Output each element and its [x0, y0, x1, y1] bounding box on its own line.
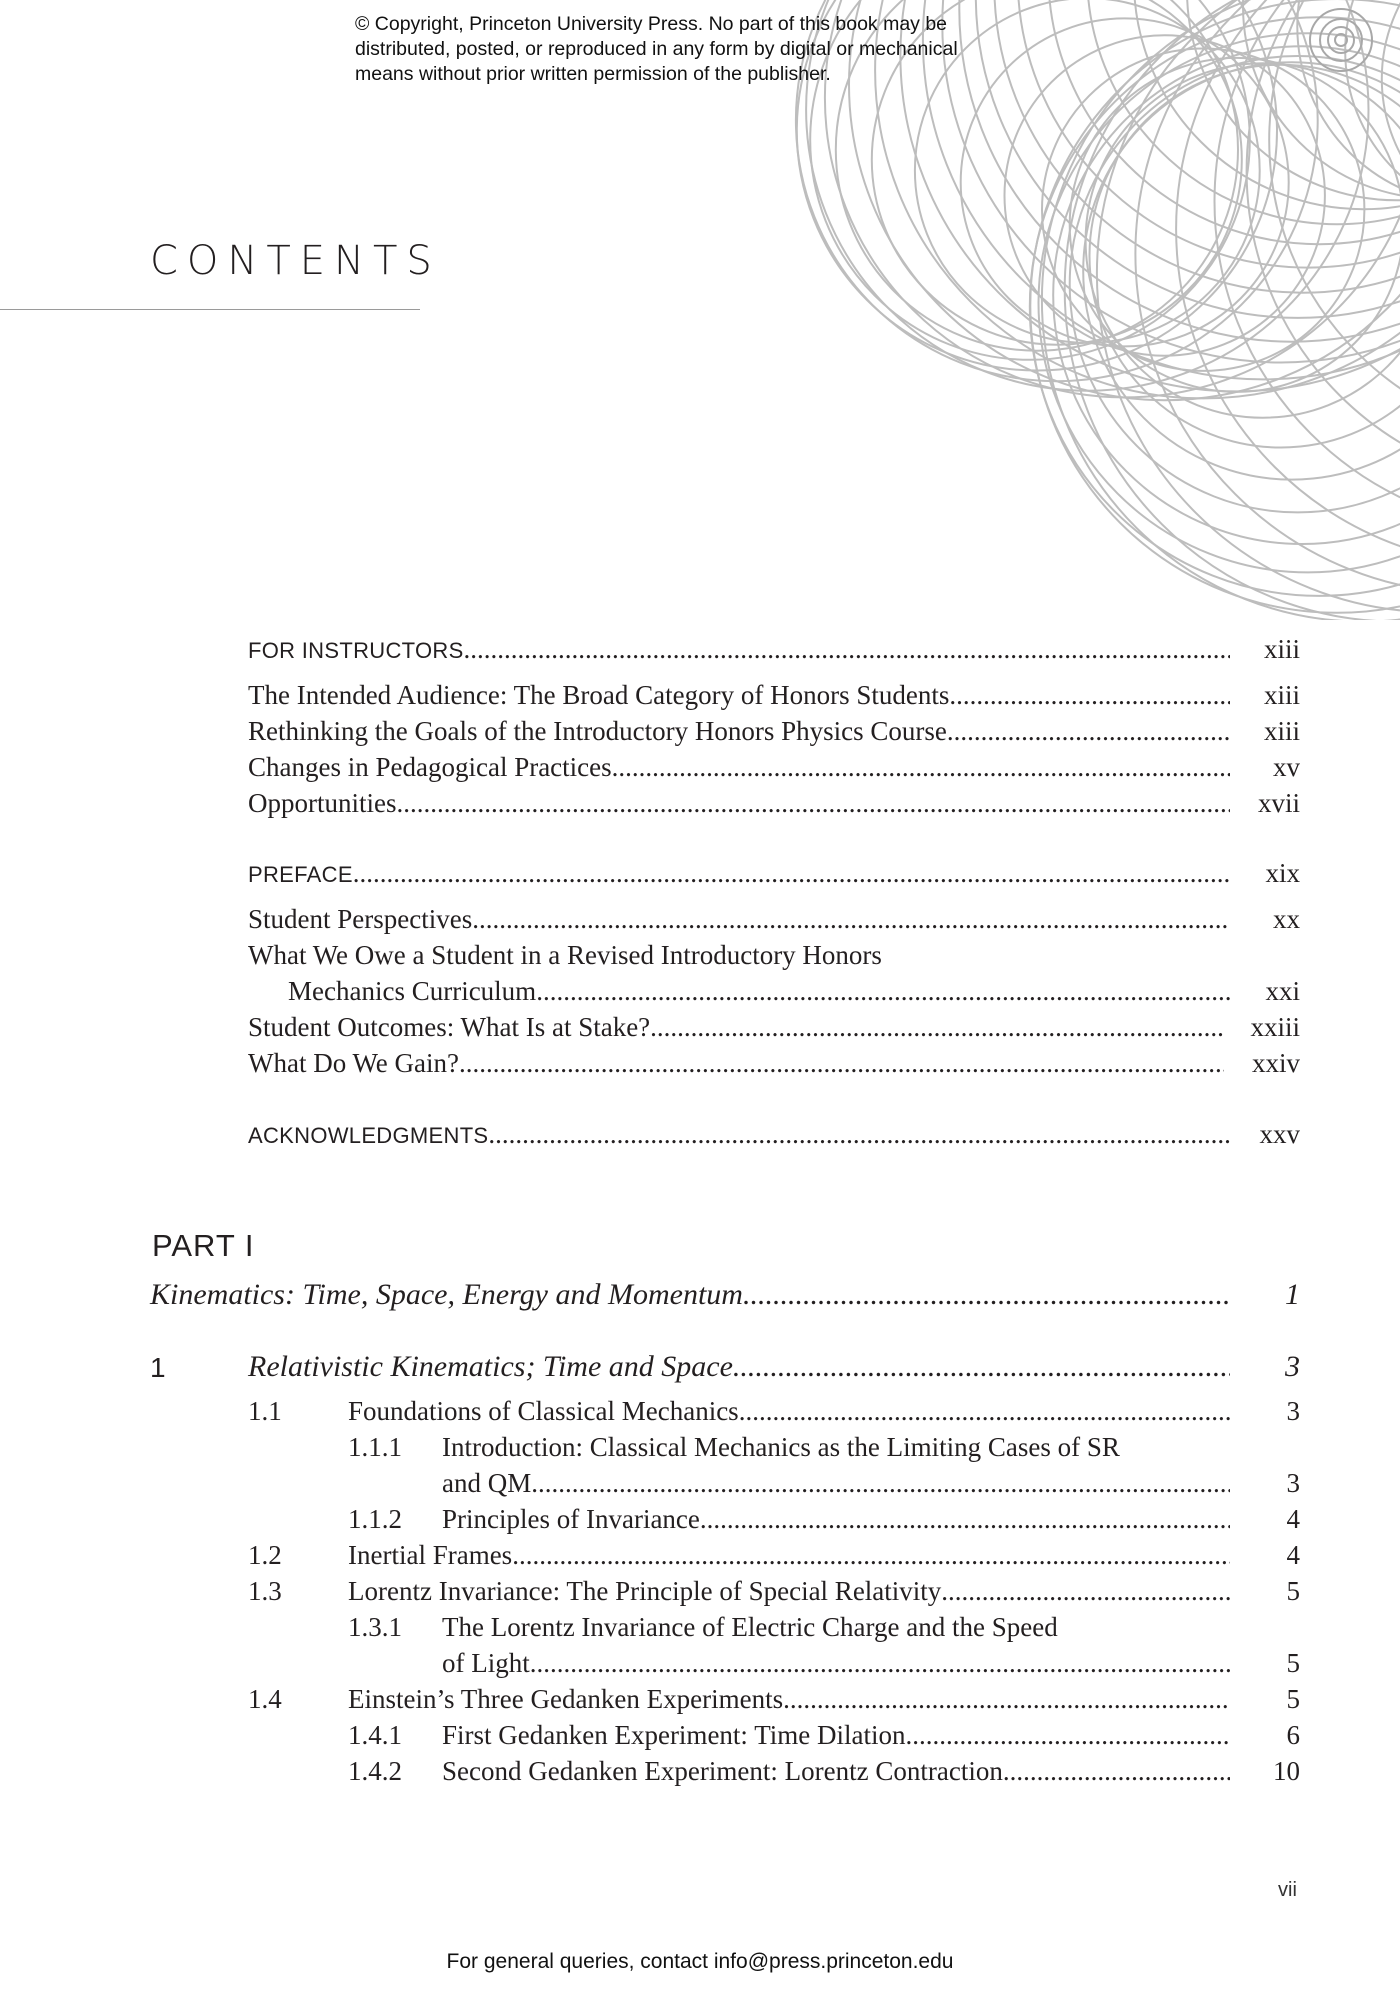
chapter-number: 1 — [150, 1352, 166, 1383]
section-label-continued: of Light — [442, 1648, 530, 1678]
section-label: The Lorentz Invariance of Electric Charge and the Speed — [442, 1612, 1058, 1642]
swirl-ring — [1048, 0, 1400, 244]
swirl-ring — [1247, 0, 1400, 488]
swirl-ring — [1042, 49, 1364, 371]
toc-label: The Intended Audience: The Broad Category of Honors Students — [248, 680, 950, 710]
section-label: Second Gedanken Experiment: Lorentz Contraction — [442, 1756, 1003, 1786]
toc-section[interactable] — [248, 1576, 1300, 1607]
page-title: CONTENTS — [150, 238, 441, 284]
leader-dots — [353, 858, 1230, 889]
toc-page: xxiv — [1251, 1048, 1300, 1078]
leader-dots — [949, 680, 1230, 711]
swirl-ring — [1135, 0, 1400, 593]
swirl-ring — [1087, 0, 1400, 224]
toc-page: 6 — [1286, 1720, 1300, 1750]
toc-label: FOR INSTRUCTORS — [248, 638, 464, 663]
page-number: vii — [1278, 1879, 1297, 1901]
swirl-ring — [1243, 0, 1400, 199]
section-number: 1.3 — [248, 1576, 282, 1606]
toc-page: 5 — [1286, 1576, 1300, 1606]
leader-dots — [783, 1684, 1230, 1715]
toc-entry-chapter[interactable] — [248, 1350, 1300, 1384]
toc-page: 3 — [1286, 1468, 1300, 1498]
swirl-ring — [1215, 0, 1400, 530]
swirl-ring — [1065, 0, 1400, 620]
leader-dots — [488, 1119, 1230, 1150]
toc-entry-line1[interactable] — [248, 940, 1300, 971]
section-number: 1.1.1 — [348, 1432, 402, 1462]
toc-subsection[interactable] — [348, 1720, 1300, 1751]
toc-label: PREFACE — [248, 862, 353, 887]
toc-entry[interactable] — [248, 752, 1300, 783]
swirl-ring — [1345, 0, 1400, 219]
section-label: Introduction: Classical Mechanics as the Limiting Cases of SR — [442, 1432, 1120, 1462]
toc-label: Student Perspectives — [248, 904, 473, 934]
toc-page: xiii — [1263, 634, 1300, 664]
section-label: First Gedanken Experiment: Time Dilation — [442, 1720, 906, 1750]
toc-page: 1 — [1285, 1278, 1300, 1311]
leader-dots — [1003, 1756, 1230, 1787]
swirl-ring — [1097, 0, 1400, 612]
swirl-ring — [1083, 62, 1400, 479]
leader-dots — [905, 1720, 1230, 1751]
swirl-ring — [1086, 63, 1400, 417]
leader-dots — [941, 1576, 1230, 1607]
swirl-ring — [1070, 58, 1400, 392]
swirl-ring — [1134, 0, 1400, 209]
toc-entry[interactable] — [248, 1048, 1300, 1079]
toc-page: xv — [1273, 752, 1300, 782]
section-label: Principles of Invariance — [442, 1504, 700, 1534]
spiral-logo-icon — [1310, 9, 1372, 71]
section-number: 1.4.1 — [348, 1720, 402, 1750]
toc-label: Changes in Pedagogical Practices — [248, 752, 612, 782]
toc-page: xxiii — [1250, 1012, 1300, 1042]
leader-dots — [612, 752, 1230, 783]
toc-section[interactable] — [248, 1540, 1300, 1571]
swirl-ring — [1269, 0, 1400, 441]
toc-page: xxi — [1265, 976, 1300, 1006]
section-number: 1.3.1 — [348, 1612, 402, 1642]
swirl-ring — [1018, 0, 1400, 268]
toc-entry-preface[interactable] — [248, 858, 1300, 889]
toc-section[interactable] — [248, 1396, 1300, 1427]
toc-label: What We Owe a Student in a Revised Introductory Honors — [248, 940, 882, 970]
leader-dots — [472, 904, 1230, 935]
toc-page: 5 — [1286, 1684, 1300, 1714]
section-number: 1.4.2 — [348, 1756, 402, 1786]
section-label: Einstein’s Three Gedanken Experiments — [348, 1684, 784, 1714]
toc-page: xx — [1273, 904, 1300, 934]
toc-page: 4 — [1286, 1504, 1300, 1534]
toc-entry[interactable] — [248, 1012, 1300, 1043]
part-label: PART I — [152, 1228, 255, 1263]
toc-page: 3 — [1286, 1396, 1300, 1426]
toc-entry[interactable] — [248, 904, 1300, 935]
swirl-ring — [1187, 0, 1400, 200]
swirl-ring — [1053, 46, 1400, 544]
leader-dots — [733, 1350, 1230, 1384]
section-number: 1.2 — [248, 1540, 282, 1570]
toc-page: 10 — [1273, 1756, 1300, 1786]
swirl-ring — [1070, 56, 1400, 512]
toc-entry-for-instructors[interactable] — [248, 634, 1300, 665]
swirl-ring — [1090, 65, 1400, 448]
toc-subsection-line1[interactable] — [348, 1432, 1300, 1463]
title-underline — [0, 309, 420, 310]
leader-dots — [947, 716, 1230, 747]
part-title: Kinematics: Time, Space, Energy and Momentum — [150, 1278, 743, 1311]
section-label: Foundations of Classical Mechanics — [348, 1396, 739, 1426]
toc-subsection-line2[interactable] — [442, 1648, 1300, 1679]
leader-dots — [397, 788, 1231, 819]
leader-dots — [743, 1278, 1230, 1312]
toc-page: xvii — [1257, 788, 1300, 818]
toc-entry[interactable] — [248, 680, 1300, 711]
toc-subsection-line2[interactable] — [442, 1468, 1300, 1499]
leader-dots — [512, 1540, 1230, 1571]
swirl-ring — [1176, 0, 1400, 566]
swirl-ring — [1030, 17, 1400, 596]
leader-dots — [739, 1396, 1230, 1427]
leader-dots — [700, 1504, 1230, 1535]
toc-section[interactable] — [248, 1684, 1300, 1715]
toc-label: Opportunities — [248, 788, 397, 818]
toc-subsection-line1[interactable] — [348, 1612, 1300, 1643]
footer-contact: For general queries, contact info@press.princeton.edu — [446, 1950, 954, 1973]
copyright-line: means without prior written permission of the publisher. — [355, 63, 831, 85]
swirl-ring — [1042, 0, 1400, 620]
copyright-notice — [355, 12, 1075, 87]
toc-page: xiii — [1263, 680, 1300, 710]
toc-page: xiii — [1263, 716, 1300, 746]
leader-dots — [531, 1468, 1230, 1499]
leader-dots — [464, 634, 1230, 665]
toc-label: Student Outcomes: What Is at Stake? — [248, 1012, 651, 1042]
section-label: Inertial Frames — [348, 1540, 513, 1570]
toc-subsection[interactable] — [348, 1756, 1300, 1787]
leader-dots — [536, 976, 1230, 1007]
toc-entry[interactable] — [248, 788, 1300, 819]
leader-dots — [650, 1012, 1224, 1043]
copyright-line: © Copyright, Princeton University Press. No part of this book may be — [355, 13, 948, 35]
toc-page: xix — [1265, 858, 1300, 888]
toc-entry[interactable] — [248, 716, 1300, 747]
toc-entry-acknowledgments[interactable] — [248, 1119, 1300, 1150]
section-label-continued: and QM — [442, 1468, 532, 1498]
circle-swirl-decoration — [0, 0, 1400, 620]
swirl-ring — [1382, 0, 1400, 240]
section-number: 1.1 — [248, 1396, 282, 1426]
toc-subsection[interactable] — [348, 1504, 1300, 1535]
leader-dots — [459, 1048, 1224, 1079]
toc-page: 4 — [1286, 1540, 1300, 1570]
section-number: 1.1.2 — [348, 1504, 402, 1534]
swirl-ring — [1039, 33, 1400, 572]
section-number: 1.4 — [248, 1684, 282, 1714]
toc-label: Rethinking the Goals of the Introductory Honors Physics Course — [248, 716, 947, 746]
swirl-ring — [1030, 0, 1400, 613]
swirl-ring — [1297, 0, 1400, 205]
leader-dots — [530, 1648, 1230, 1679]
section-label: Lorentz Invariance: The Principle of Special Relativity — [348, 1576, 942, 1606]
toc-page: xxv — [1259, 1119, 1300, 1149]
chapter-title: Relativistic Kinematics; Time and Space — [248, 1350, 733, 1383]
toc-label-continued: Mechanics Curriculum — [288, 976, 537, 1006]
copyright-line: distributed, posted, or reproduced in any form by digital or mechanical — [355, 38, 958, 60]
toc-entry-line2[interactable] — [288, 976, 1300, 1007]
toc-page: 3 — [1285, 1350, 1300, 1383]
toc-label: ACKNOWLEDGMENTS — [248, 1123, 489, 1148]
toc-entry-part[interactable] — [150, 1278, 1300, 1312]
toc-page: 5 — [1286, 1648, 1300, 1678]
toc-label: What Do We Gain? — [248, 1048, 460, 1078]
